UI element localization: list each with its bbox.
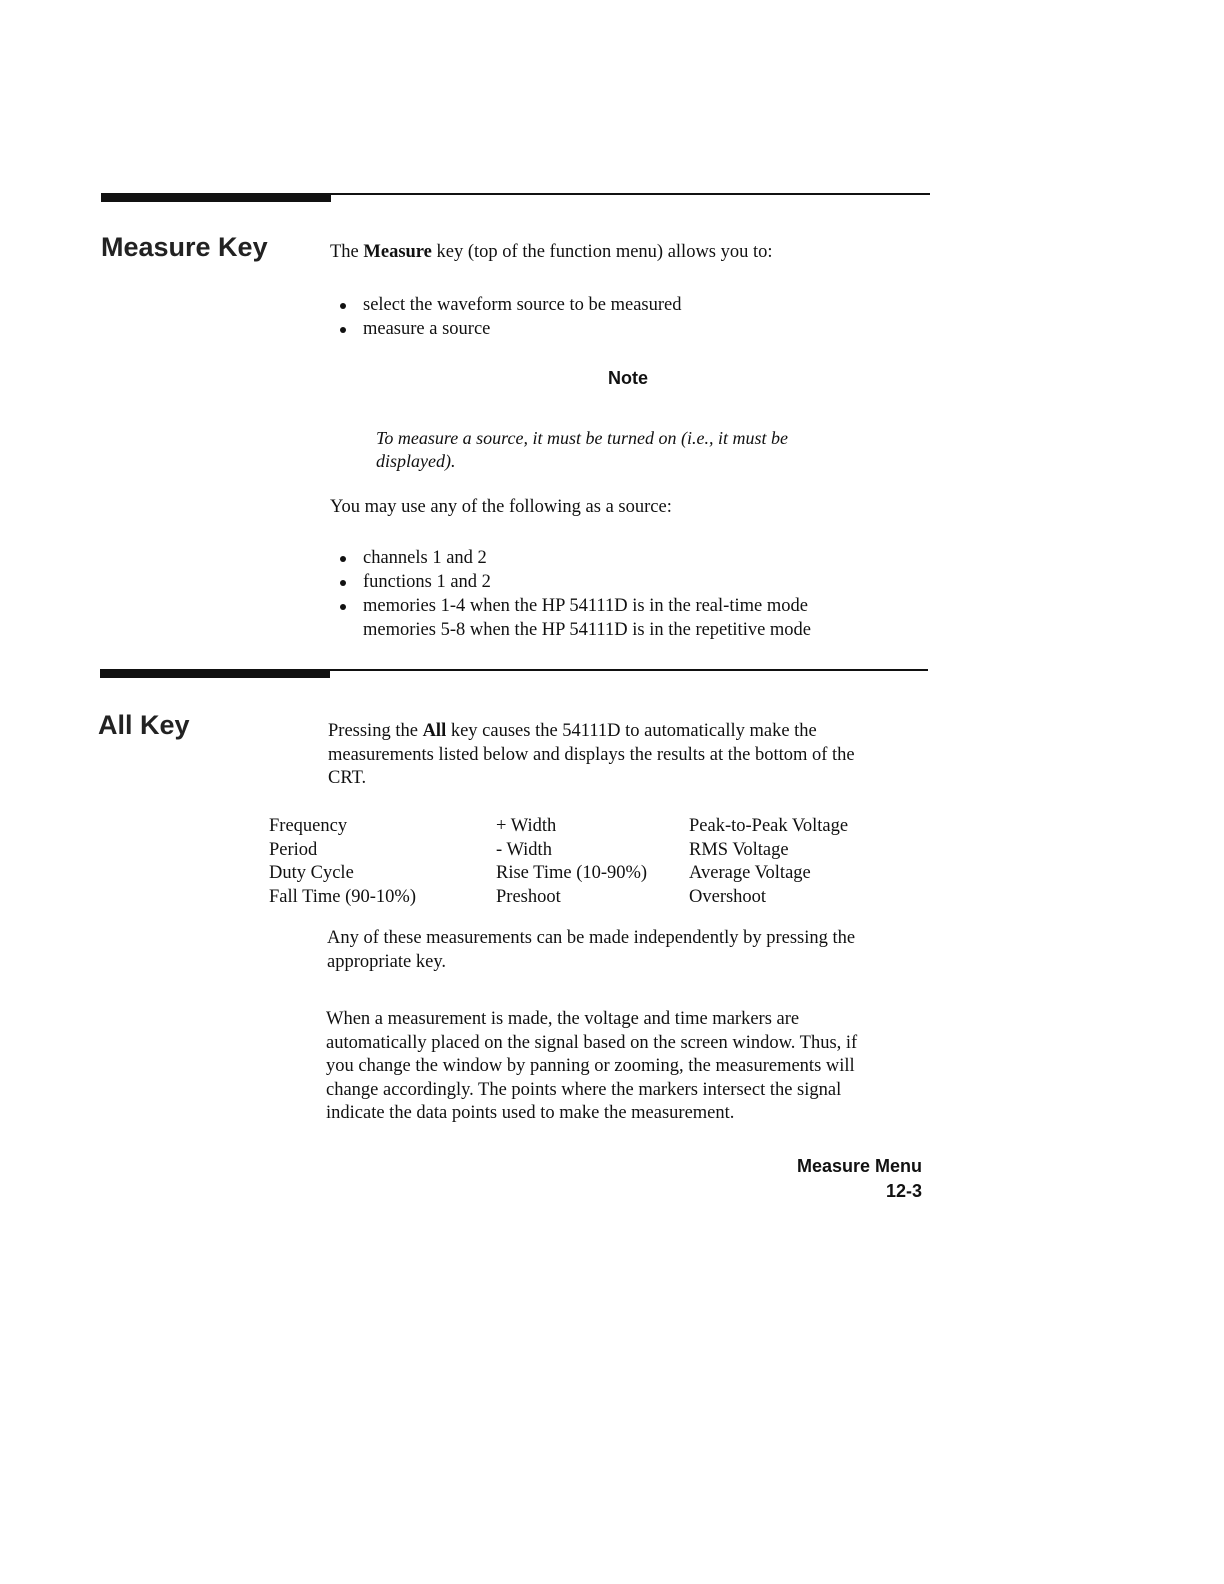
table-row bbox=[269, 815, 909, 839]
table-cell: Average Voltage bbox=[689, 863, 811, 883]
table-cell: + Width bbox=[496, 816, 557, 836]
intro-text: key (top of the function menu) allows you to: bbox=[431, 242, 773, 262]
independent-measure-paragraph: Any of these measurements can be made independently by pressing the appropriate key. bbox=[327, 928, 856, 972]
list-item: functions 1 and 2 bbox=[335, 570, 811, 594]
bullet-icon bbox=[340, 580, 346, 586]
table-cell: Overshoot bbox=[689, 886, 767, 907]
measure-key-intro bbox=[330, 241, 773, 265]
source-list bbox=[335, 546, 811, 642]
measure-key-capabilities bbox=[335, 293, 681, 341]
table-cell: Rise Time (10-90%) bbox=[496, 863, 648, 883]
intro-key-name: All bbox=[422, 721, 447, 741]
intro-text: The bbox=[330, 242, 364, 262]
section-heading-all-key: All Key bbox=[98, 710, 190, 740]
table-cell: Period bbox=[269, 839, 318, 860]
table-cell: Fall Time (90-10%) bbox=[269, 886, 416, 907]
table-row bbox=[269, 839, 909, 863]
table-row bbox=[269, 862, 909, 886]
section-divider bbox=[101, 193, 930, 203]
table-cell: - Width bbox=[496, 839, 552, 860]
section-divider bbox=[100, 669, 928, 679]
bullet-icon bbox=[340, 303, 346, 309]
table-cell: Frequency bbox=[269, 816, 348, 836]
section-heading-measure-key: Measure Key bbox=[101, 232, 268, 262]
intro-key-name: Measure bbox=[363, 242, 432, 262]
list-item-continuation: memories 5-8 when the HP 54111D is in the repetitive mode bbox=[363, 620, 812, 640]
footer-chapter-title: Measure Menu bbox=[796, 1156, 922, 1176]
source-intro: You may use any of the following as a source: bbox=[330, 497, 672, 517]
table-row bbox=[269, 886, 909, 910]
list-item: select the waveform source to be measured bbox=[335, 293, 681, 317]
measurement-table bbox=[269, 815, 909, 909]
table-cell: Peak-to-Peak Voltage bbox=[689, 816, 849, 836]
table-cell: RMS Voltage bbox=[689, 839, 789, 860]
footer-page-number: 12-3 bbox=[885, 1181, 922, 1201]
table-cell: Duty Cycle bbox=[269, 863, 354, 883]
note-body: To measure a source, it must be turned on (i.e., it must be displayed). bbox=[376, 428, 788, 471]
bullet-icon bbox=[340, 604, 346, 610]
marker-paragraph: When a measurement is made, the voltage and time markers are automatically placed on the signal based on the screen window. Thus, if you change the window by panning or zooming, the measurements will change accordingly. The points where the markers intersect the signal indicate the data points used to make the measurement. bbox=[326, 1009, 858, 1123]
list-item: memories 1-4 when the HP 54111D is in the real-time mode bbox=[335, 594, 811, 618]
all-key-intro: Pressing the All key causes the 54111D to automatically make the measurements listed below and displays the results at the bottom of the CRT. bbox=[328, 721, 855, 788]
list-item: measure a source bbox=[335, 317, 681, 341]
list-item: channels 1 and 2 bbox=[335, 546, 811, 570]
table-cell: Preshoot bbox=[496, 886, 561, 907]
bullet-icon bbox=[340, 327, 346, 333]
note-title: Note bbox=[608, 368, 648, 388]
bullet-icon bbox=[340, 556, 346, 562]
